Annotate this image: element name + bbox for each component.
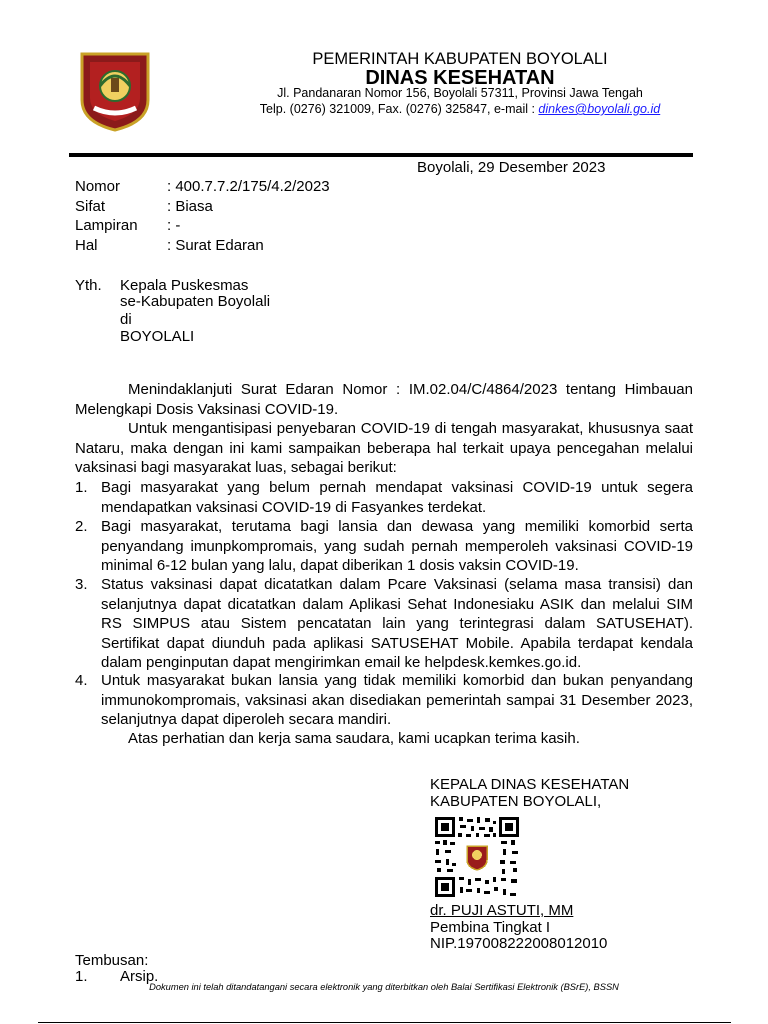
recipient-line: Kepala Puskesmas [120,277,249,294]
list-number: 2. [75,518,88,535]
list-item-text: Bagi masyarakat, terutama bagi lansia dan dewasa yang memiliki komorbid serta penyandang imunpkompromais, yang sudah pernah memperoleh vaksinasi COVID-19 minimal 6-12 bulan yang lalu, dapat diberikan 1 dosis vaksin COVID-19. [101,518,693,575]
meta-label-hal: Hal [75,237,98,254]
office-address: Jl. Pandanaran Nomor 156, Boyolali 57311, Provinsi Jawa Tengah [277,86,643,100]
list-item-text: Status vaksinasi dapat dicatatkan dalam Pcare Vaksinasi (selama masa transisi) dan selanjutnya dapat dicatatkan dalam Aplikasi Sehat Indonesiaku ASIK dan melalui SIM RS SIMPUS atau Sistem pencatatan lain yang terintegrasi dalam SATUSEHAT). Sertifikat dapat diunduh pada aplikasi SATUSEHAT Mobile. Apabila terdapat kendala dalam penginputan dapat mengirimkan email ke helpdesk.kemkes.go.id. [101,576,693,672]
meta-value-lampiran: : - [167,217,181,234]
list-item-text: Untuk masyarakat bukan lansia yang tidak memiliki komorbid dan bukan penyandang immunokompromais, vaksinasi akan disediakan pemerintah sampai 31 Desember 2023, selanjutnya dapat diperoleh secara mandiri. [101,672,693,729]
recipient-line: di [120,311,132,328]
signer-title: KABUPATEN BOYOLALI, [430,793,602,810]
list-item-text: Bagi masyarakat yang belum pernah mendapat vaksinasi COVID-19 untuk segera mendapatkan vaksinasi COVID-19 di Fasyankes terdekat. [101,479,693,516]
meta-label-sifat: Sifat [75,198,106,215]
closing-sentence: Atas perhatian dan kerja sama saudara, kami ucapkan terima kasih. [128,730,580,747]
meta-value-sifat: : Biasa [167,198,213,215]
recipient-line: se-Kabupaten Boyolali [120,293,271,310]
recipient-line: BOYOLALI [120,328,195,345]
recipient-prefix: Yth. [75,277,102,294]
body-paragraph-2: Untuk mengantisipasi penyebaran COVID-19 di tengah masyarakat, khususnya saat Nataru, maka dengan ini kami sampaikan beberapa hal terkait upaya pencegahan melalui vaksinasi bagi masyarakat luas, sebagai berikut: [75,420,693,477]
signer-name: dr. PUJI ASTUTI, MM [430,902,574,919]
office-contact [180,102,740,116]
email-link[interactable]: dinkes@boyolali.go.id [538,102,661,116]
list-number: 3. [75,576,88,593]
page-bottom-rule [38,1022,731,1023]
header-divider [69,153,693,157]
e-signature-footer-note: Dokumen ini telah ditandatangani secara elektronik yang diterbitkan oleh Balai Sertifikasi Elektronik (BSrE), BSSN [149,982,619,992]
signer-title: KEPALA DINAS KESEHATAN [430,776,630,793]
boyolali-emblem-logo [78,50,152,132]
tembusan-label: Tembusan: [75,952,149,969]
signature-qr-code [433,815,521,899]
government-name: PEMERINTAH KABUPATEN BOYOLALI [312,50,608,68]
tembusan-item: Arsip. [120,968,159,985]
list-number: 4. [75,672,88,689]
meta-label-lampiran: Lampiran [75,217,138,234]
letter-date: Boyolali, 29 Desember 2023 [417,159,606,176]
tembusan-number: 1. [75,968,88,985]
meta-label-nomor: Nomor [75,178,121,195]
signer-rank: Pembina Tingkat I [430,919,551,936]
meta-value-hal: : Surat Edaran [167,237,264,254]
meta-value-nomor: : 400.7.7.2/175/4.2/2023 [167,178,330,195]
contact-text: Telp. (0276) 321009, Fax. (0276) 325847, e-mail : [259,102,539,116]
body-paragraph-1: Menindaklanjuti Surat Edaran Nomor : IM.02.04/C/4864/2023 tentang Himbauan Melengkapi Dosis Vaksinasi COVID-19. [75,381,693,418]
list-number: 1. [75,479,88,496]
office-name: DINAS KESEHATAN [365,67,555,89]
signer-nip: NIP.197008222008012010 [430,935,608,952]
